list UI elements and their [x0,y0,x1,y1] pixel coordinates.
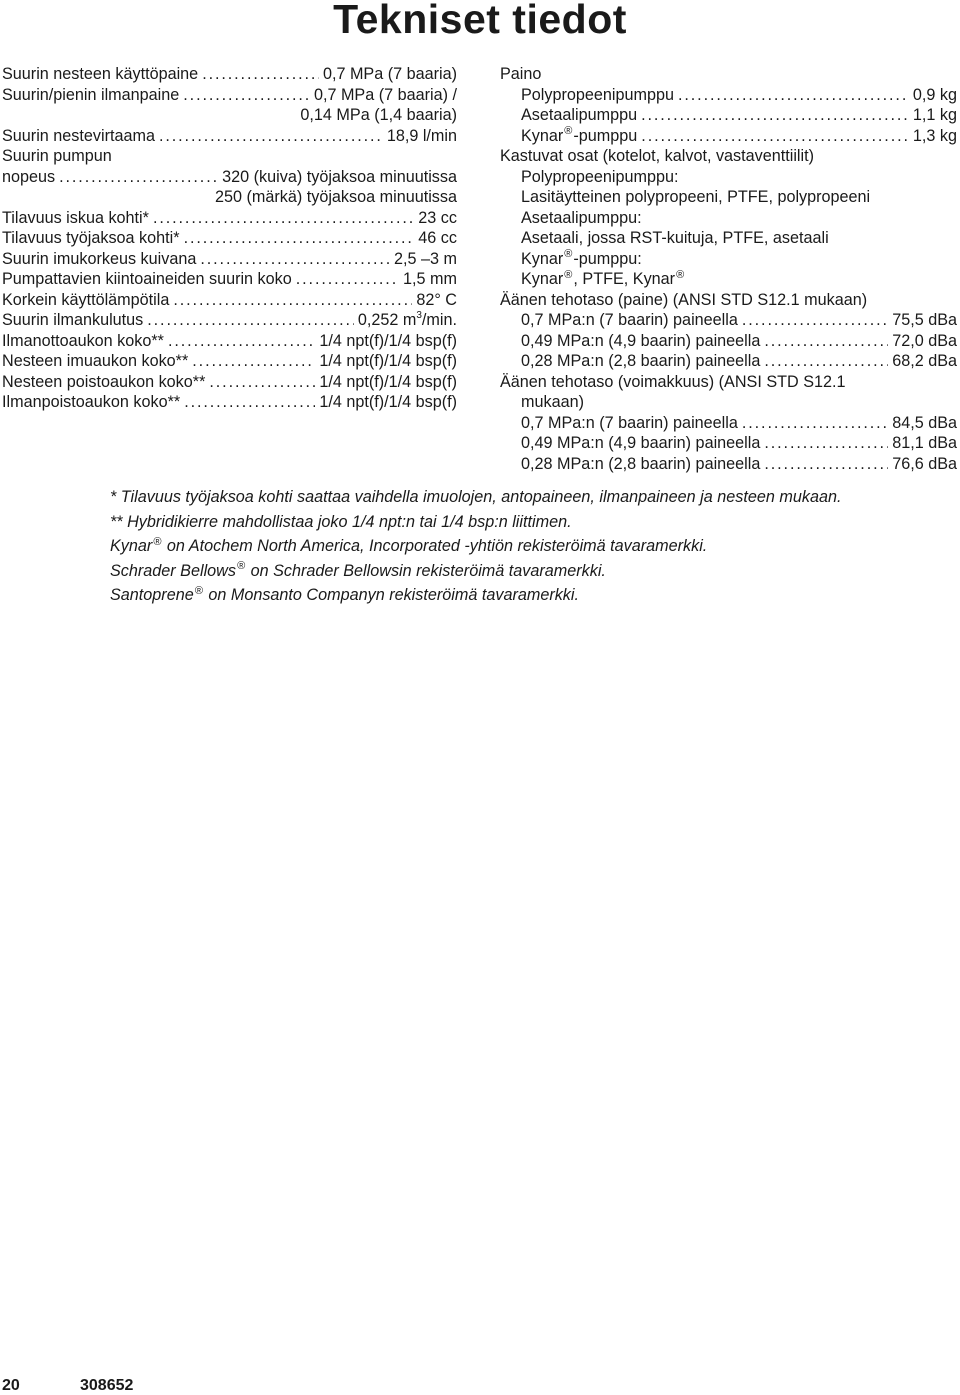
spec-row-temperature: Korkein käyttölämpötila . . . 82° C [2,290,457,311]
weight-row-kynar: Kynar®-pumppu . . . 1,3 kg [500,126,957,147]
sound-power-row-07: 0,7 MPa:n (7 baarin) paineella . . . 75,5 dBa [500,310,957,331]
footnotes [110,485,960,608]
spec-row-air-consumption: Suurin ilmankulutus . . . 0,252 $m^3/\min$. [2,310,457,331]
spec-row-air-inlet: Ilmanottoaukon koko** . . . 1/4 npt(f)/1/4 bsp(f) [2,331,457,352]
spec-column-right [500,64,957,474]
spec-row-flow: Suurin nestevirtaama . . . 18,9 l/min [2,126,457,147]
spec-row-speed-wet: 250 (märkä) työjaksoa minuutissa [214,188,457,206]
spec-row-fluid-inlet: Nesteen imuaukon koko** . . . 1/4 npt(f)/1/4 bsp(f) [2,351,457,372]
spec-row-suction-lift: Suurin imukorkeus kuivana . . . 2,5 –3 m [2,249,457,270]
spec-row-speed-dry: nopeus . . . 320 (kuiva) työjaksoa minuutissa [2,167,457,188]
wetted-acetal-label: Asetaalipumppu: [521,208,642,227]
sound-power-row-028: 0,28 MPa:n (2,8 baarin) paineella . . . 68,2 dBa [500,351,957,372]
spec-row-air-exhaust: Ilmanpoistoaukon koko** . . . 1/4 npt(f)/1/4 bsp(f) [2,392,457,413]
page-number: 20 [2,1377,20,1394]
spec-row-air-pressure-min: 0,14 MPa (1,4 baaria) [300,106,457,124]
wetted-kynar-label: Kynar®-pumppu: [521,248,642,268]
weight-row-acetal: Asetaalipumppu . . . 1,1 kg [500,105,957,126]
trademark-santoprene: Santoprene® on Monsanto Companyn rekisteröimä tavaramerkki. [110,584,579,604]
trademark-kynar: Kynar® on Atochem North America, Incorporated -yhtiön rekisteröimä tavaramerkki. [110,535,708,555]
weight-heading: Paino [500,65,542,83]
wetted-parts-heading: Kastuvat osat (kotelot, kalvot, vastaventtiilit) [500,147,814,165]
sound-pressure-row-049: 0,49 MPa:n (4,9 baarin) paineella . . . 81,1 dBa [500,433,957,454]
wetted-pp-label: Polypropeenipumppu: [521,167,679,186]
spec-column-left [2,64,457,413]
spec-row-solids: Pumpattavien kiintoaineiden suurin koko . . . 1,5 mm [2,269,457,290]
sound-pressure-row-07: 0,7 MPa:n (7 baarin) paineella . . . 84,5 dBa [500,413,957,434]
spec-row-volume-cycle: Tilavuus työjaksoa kohti* . . . 46 cc [2,228,457,249]
page-title: Tekniset tiedot [333,0,627,42]
sound-pressure-heading: Äänen tehotaso (voimakkuus) (ANSI STD S12.1 [500,372,846,391]
sound-pressure-heading-cont: mukaan) [521,393,584,411]
sound-power-row-049: 0,49 MPa:n (4,9 baarin) paineella . . . 72,0 dBa [500,331,957,352]
spec-row-fluid-outlet: Nesteen poistoaukon koko** . . . 1/4 npt(f)/1/4 bsp(f) [2,372,457,393]
wetted-pp-value: Lasitäytteinen polypropeeni, PTFE, polypropeeni [521,188,871,206]
wetted-kynar-value: Kynar®, PTFE, Kynar® [521,268,685,288]
spec-row-fluid-pressure: Suurin nesteen käyttöpaine . . . 0,7 MPa (7 baaria) [2,64,457,85]
weight-row-polypropylene: Polypropeenipumppu . . . 0,9 kg [500,85,957,106]
spec-row-speed-label: Suurin pumpun [2,147,112,165]
footnote-volume: * Tilavuus työjaksoa kohti saattaa vaihdella imuolojen, antopaineen, ilmanpaineen ja nesteen mukaan. [110,488,842,506]
sound-power-heading: Äänen tehotaso (paine) (ANSI STD S12.1 mukaan) [500,290,868,309]
wetted-acetal-value: Asetaali, jossa RST-kuituja, PTFE, asetaali [521,229,829,247]
footnote-thread: ** Hybridikierre mahdollistaa joko 1/4 npt:n tai 1/4 bsp:n liittimen. [110,512,572,531]
document-number: 308652 [80,1377,134,1394]
spec-row-air-pressure: Suurin/pienin ilmanpaine . . . 0,7 MPa (7 baaria) / [2,85,457,106]
trademark-schrader: Schrader Bellows® on Schrader Bellowsin rekisteröimä tavaramerkki. [110,560,606,580]
spec-row-volume-stroke: Tilavuus iskua kohti* . . . 23 cc [2,208,457,229]
sound-pressure-row-028: 0,28 MPa:n (2,8 baarin) paineella . . . 76,6 dBa [500,454,957,475]
